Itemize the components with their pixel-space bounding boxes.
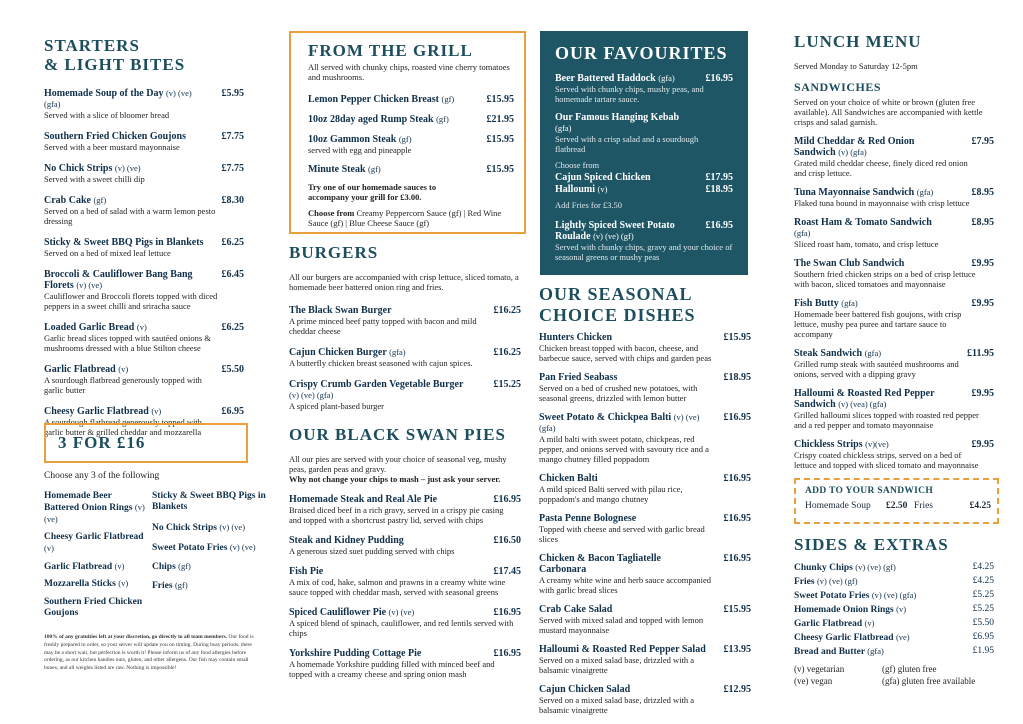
side-price: £1.95 [972,646,994,656]
footnote-bold: 100% of any gratuities left at your discretion, go directly to all team members. [44,634,228,640]
item-description: A prime minced beef patty topped with bacon and mild cheddar cheese [289,316,477,336]
menu-item [289,566,521,597]
item-description: Grilled halloumi slices topped with roasted red pepper and a red pepper and tomato mayonnaise [794,410,979,430]
grill-box [289,31,526,234]
item-name: Loaded Garlic Bread (v) [44,322,147,333]
item-description: Southern fried chicken strips on a bed of crisp lettuce with bacon, sliced tomatoes and mayonnaise [794,269,976,289]
menu-item [539,513,751,544]
menu-item [308,94,514,105]
sides-list [794,561,994,659]
item-description: Served with chunky chips, mushy peas, and homemade tartare sauce. [555,84,704,104]
item-description: Sliced roast ham, tomato, and crisp lettuce [794,239,939,249]
diet-tag: (v) [864,618,875,628]
item-description: Chicken breast topped with bacon, cheese, and barbecue sauce, served with chips and garden peas [539,343,712,363]
seasonal-section [539,284,751,724]
item-description: Crispy coated chickless strips, served on a bed of lettuce and topped with sliced tomato and mayonnaise [794,450,979,470]
grill-list [308,94,514,175]
item-description: Cauliflower and Broccoli florets topped with diced peppers in a sweet chilli and sriracha sauce [44,291,218,311]
diet-tag: (gf) [93,195,107,205]
item-description: Served with a beer mustard mayonnaise [44,142,180,152]
item-description: A mild spiced Balti served with pilau rice, poppadom's and mango chutney [539,484,683,504]
burgers-intro: All our burgers are accompanied with crisp lettuce, sliced tomato, a homemade beer battered onion ring and fries. [289,272,519,292]
three-for-option: No Chick Strips (v) (ve) [152,522,246,533]
diet-tag: (v) (ve) [388,607,415,617]
menu-item [539,684,751,715]
item-description: Garlic bread slices topped with sautéed onions & mushrooms dressed with a blue Stilton cheese [44,333,211,353]
item-name: Spiced Cauliflower Pie (v) (ve) [289,607,415,618]
diet-tag: (v) (ve) (gfa) [44,88,192,109]
side-item: Cheesy Garlic Flatbread (ve) £6.95 [794,632,994,643]
side-item: Bread and Butter (gfa) £1.95 [794,646,994,657]
diet-legend [794,663,994,689]
item-description: Served with a slice of bloomer bread [44,110,170,120]
item-price: £16.95 [705,220,733,231]
sandwiches-intro: Served on your choice of white or brown (gluten free available). All Sandwiches are accompanied with kettle crisps and salad garnish. [794,97,983,127]
item-name: 10oz Gammon Steak (gf) [308,134,412,145]
diet-tag: (v) (ve) [114,163,141,173]
add-title: ADD TO YOUR SANDWICH [805,486,934,496]
item-price: £5.50 [221,364,244,375]
menu-item [555,172,733,183]
item-description: Flaked tuna bound in mayonnaise with crisp lettuce [794,198,970,208]
lunch-section [794,32,994,479]
side-price: £5.50 [972,618,994,628]
item-price: £5.95 [221,88,244,99]
item-description: Served on a mixed salad base, drizzled with a balsamic vinaigrette [539,695,695,715]
menu-item [555,184,733,195]
item-price: £16.95 [705,73,733,84]
item-description: Braised diced beef in a rich gravy, served in a crispy pie casing and topped with a shortcrust pastry lid, served with chips [289,505,504,525]
three-for-option: Southern Fried Chicken Goujons [44,597,143,618]
three-for-option: Homemade Beer Battered Onion Rings (v) (ve) [44,491,145,524]
diet-tag: (v) (ve) [76,280,103,290]
item-price: £13.95 [723,644,751,655]
three-for-option: Sweet Potato Fries (v) (ve) [152,542,256,553]
diet-tag: (v) [896,604,907,614]
item-name: Crispy Crumb Garden Vegetable Burger (v) (ve) (gfa) [289,379,464,400]
item-description: A homemade Yorkshire pudding filled with minced beef and topped with a creamy cheese and spring onion mash [289,659,495,679]
item-price: £16.25 [493,347,521,358]
item-name: Lemon Pepper Chicken Breast (gf) [308,94,455,105]
footnote-text: Our food is freshly prepared to order, so your server will update you on timing. During busy periods, there may be a short wait, but perfection is worth it! Please inform us of any food allergies before ordering, as our kitchen handles nuts, gluten, and other allergens. Our fish may contain small bones, and all weights listed are raw. Nothing is impossible! [44,634,254,672]
item-price: £16.50 [493,535,521,546]
menu-item [289,379,521,411]
item-name: Yorkshire Pudding Cottage Pie [289,648,422,659]
legend-gf: (gf) gluten free [882,664,937,674]
lunch-list [794,136,994,470]
diet-tag: (v) (ve) (gf) [593,231,634,241]
add-soup-price: £2.50 [886,501,908,511]
menu-item [555,73,733,104]
item-price: £8.95 [971,187,994,198]
sides-title: SIDES & EXTRAS [794,535,949,554]
diet-tag: (gf) [436,114,449,124]
item-description: A spiced plant-based burger [289,401,384,411]
diet-tag: (gfa) [867,646,884,656]
pies-title: OUR BLACK SWAN PIES [289,425,506,444]
item-price: £15.95 [486,94,514,105]
favourites-roulade [555,220,733,262]
burgers-list [289,305,521,411]
add-row [796,501,997,513]
item-description: Served with a crisp salad and a sourdough flatbread [555,134,699,154]
menu-item [308,164,514,175]
diet-tag: (gf) [368,164,381,174]
diet-tag: (v) (gfa) [838,147,867,157]
item-description: Served on a bed of salad with a warm lemon pesto dressing [44,206,216,226]
item-price: £17.95 [705,172,733,183]
sides-section [794,535,994,689]
grill-title: FROM THE GRILL [308,41,473,60]
item-price: £9.95 [971,439,994,450]
item-description: A butterfly chicken breast seasoned with cajun spices. [289,358,473,368]
three-for-intro: Choose any 3 of the following [44,471,160,481]
menu-item [44,364,244,395]
side-item: Homemade Onion Rings (v) £5.25 [794,604,994,615]
item-description: A creamy white wine and herb sauce accompanied with garlic bread slices [539,575,712,595]
legend-ve: (ve) vegan [794,676,833,686]
menu-item [289,648,521,679]
item-price: £15.95 [723,332,751,343]
footnote [44,634,254,673]
menu-item [44,88,244,120]
menu-item [555,220,733,262]
item-price: £17.45 [493,566,521,577]
item-price: £8.30 [221,195,244,206]
side-price: £4.25 [972,562,994,572]
item-price: £9.95 [971,388,994,399]
item-name: Steak and Kidney Pudding [289,535,404,546]
item-name: Halloumi & Roasted Red Pepper Sandwich (v) (vea) (gfa) [794,388,935,410]
menu-item [794,348,994,379]
item-price: £9.95 [971,258,994,269]
menu-item [539,553,751,595]
item-price: £7.75 [221,131,244,142]
item-name: Sweet Potato & Chickpea Balti (v) (ve) (gfa) [539,412,700,433]
item-name: Our Famous Hanging Kebab (gfa) [555,112,680,133]
item-description: Topped with cheese and served with garlic bread slices [539,524,705,544]
diet-tag: (gfa) [794,228,811,238]
pies-list [289,494,521,679]
item-description: A generous sized suet pudding served with chips [289,546,455,556]
pies-section [289,425,521,689]
menu-item [44,131,244,152]
menu-item [44,237,244,258]
diet-tag: (v) [136,322,147,332]
add-to-sandwich-box [794,478,999,524]
item-price: £6.45 [221,269,244,280]
item-description: Served on a bed of crushed new potatoes, with seasonal greens, drizzled with lemon butter [539,383,698,403]
item-name: Homemade Soup of the Day (v) (ve) (gfa) [44,88,192,109]
item-name: Crab Cake (gf) [44,195,107,206]
seasonal-list [539,332,751,715]
side-price: £6.95 [972,632,994,642]
starters-title: STARTERS & LIGHT BITES [44,36,186,74]
item-price: £6.25 [221,237,244,248]
item-price: £7.95 [971,136,994,147]
item-description: A sourdough flatbread generously topped with garlic butter & grilled cheddar and mozzarella [44,417,202,437]
item-name: Homemade Steak and Real Ale Pie [289,494,438,505]
item-description: Served with mixed salad and topped with lemon mustard mayonnaise [539,615,704,635]
item-name: Broccoli & Cauliflower Bang Bang Florets (v) (ve) [44,269,193,291]
menu-item [794,217,994,249]
sandwiches-title: SANDWICHES [794,80,882,94]
menu-item [539,412,751,464]
diet-tag: (v) (ve) (gf) [855,562,896,572]
sauce-offer: Try one of our homemade sauces to accompany your grill for £3.00. [308,182,437,202]
item-name: Cajun Chicken Salad [539,684,631,695]
item-price: £7.75 [221,163,244,174]
item-description: Served with a sweet chilli dip [44,174,145,184]
three-for-option: Fries (gf) [152,580,188,591]
item-name: Chicken & Bacon Tagliatelle Carbonara [539,553,661,575]
item-name: Chickless Strips (v)(ve) [794,439,889,450]
menu-item [289,305,521,336]
menu-item [539,473,751,504]
item-description: Served on a bed of mixed leaf lettuce [44,248,171,258]
menu-item [794,136,994,178]
menu-item [539,604,751,635]
item-name: No Chick Strips (v) (ve) [44,163,141,174]
menu-item [794,258,994,289]
fav-choose-from: Choose from [555,160,600,170]
three-for-title: 3 FOR £16 [58,433,146,452]
menu-item [539,372,751,403]
item-price: £16.95 [493,648,521,659]
item-name: Cajun Spiced Chicken [555,172,651,183]
add-soup: Homemade Soup [805,501,871,511]
pies-intro: All our pies are served with your choice of seasonal veg, mushy peas, garden peas and gravy. Why not change your chips to mash – just ask your server. [289,454,507,484]
item-description: Grated mild cheddar cheese, finely diced red onion and crisp lettuce. [794,158,968,178]
side-item: Garlic Flatbread (v) £5.50 [794,618,994,629]
item-description: served with egg and pineapple [308,145,412,155]
item-name: Mild Cheddar & Red Onion Sandwich (v) (gfa) [794,136,915,158]
diet-tag: (v) (ve) (gfa) [539,412,700,433]
starters-column [44,36,244,448]
item-name: Crab Cake Salad [539,604,613,615]
burgers-section [289,243,521,422]
item-price: £9.95 [971,298,994,309]
item-name: Sticky & Sweet BBQ Pigs in Blankets [44,237,204,248]
item-price: £6.95 [221,406,244,417]
starters-list [44,88,244,437]
item-name: Hunters Chicken [539,332,613,343]
item-name: Minute Steak (gf) [308,164,381,175]
item-name: The Swan Club Sandwich [794,258,905,269]
diet-tag: (v) [118,364,129,374]
burgers-title: BURGERS [289,243,379,262]
item-price: £12.95 [723,684,751,695]
item-name: The Black Swan Burger [289,305,392,316]
item-name: Cajun Chicken Burger (gfa) [289,347,406,358]
item-price: £15.95 [486,164,514,175]
legend-v: (v) vegetarian [794,664,845,674]
add-fries-price: £4.25 [969,501,991,511]
side-item: Fries (v) (ve) (gf) £4.25 [794,576,994,587]
diet-tag: (gfa) [841,298,858,308]
diet-tag: (v) (ve) (gf) [816,576,858,586]
three-for-grid [44,491,264,631]
menu-item [794,388,994,430]
three-for-option: Cheesy Garlic Flatbread (v) [44,532,144,553]
item-name: Pasta Penne Bolognese [539,513,637,524]
legend-gfa: (gfa) gluten free available [882,676,976,686]
item-price: £18.95 [705,184,733,195]
side-price: £4.25 [972,576,994,586]
item-price: £18.95 [723,372,751,383]
item-name: Cheesy Garlic Flatbread (v) [44,406,162,417]
item-description: Served with chunky chips, gravy and your choice of seasonal greens or mushy peas [555,242,733,262]
item-price: £16.95 [723,473,751,484]
seasonal-title: OUR SEASONAL CHOICE DISHES [539,284,696,325]
item-name: Halloumi (v) [555,184,608,195]
side-price: £5.25 [972,590,994,600]
item-name: Steak Sandwich (gfa) [794,348,882,359]
side-price: £5.25 [972,604,994,614]
diet-tag: (v) [151,406,162,416]
item-price: £11.95 [967,348,994,359]
item-price: £8.95 [971,217,994,228]
menu-item [44,195,244,226]
diet-tag: (v)(ve) [865,439,889,449]
three-for-box [44,423,248,463]
three-for-option: Mozzarella Sticks (v) [44,578,129,589]
side-item: Chunky Chips (v) (ve) (gf) £4.25 [794,562,994,573]
lunch-title: LUNCH MENU [794,32,922,51]
menu-item [539,644,751,675]
grill-intro: All served with chunky chips, roasted vine cherry tomatoes and mushrooms. [308,62,510,82]
diet-tag: (v) [597,184,608,194]
item-name: Beer Battered Haddock (gfa) [555,73,675,84]
item-price: £15.25 [493,379,521,390]
three-for-option: Chips (gf) [152,561,191,572]
sauce-choices: Choose from Creamy Peppercorn Sauce (gf) | Red Wine Sauce (gf) | Blue Cheese Sauce (gf) [308,208,502,228]
favourites-panel [540,31,748,275]
diet-tag: (v) (ve) (gfa) [871,590,917,600]
item-price: £16.95 [723,412,751,423]
item-price: £15.95 [486,134,514,145]
diet-tag: (v) (vea) (gfa) [838,399,887,409]
menu-item [308,114,514,125]
item-description: A spiced blend of spinach, cauliflower, and red lentils served with chips [289,618,514,638]
diet-tag: (gfa) [864,348,882,358]
menu-item [289,535,521,556]
item-description: A mix of cod, hake, salmon and prawns in a creamy white wine sauce topped with cheddar mash, served with seasonal greens [289,577,506,597]
item-description: Served on a mixed salad base, drizzled with a balsamic vinaigrette [539,655,695,675]
item-description: Grilled rump steak with sautéed mushrooms and onions, served with a dipping gravy [794,359,959,379]
favourites-title: OUR FAVOURITES [555,43,728,63]
item-name: Pan Fried Seabass [539,372,618,383]
add-fries: Fries [914,501,933,511]
item-name: Southern Fried Chicken Goujons [44,131,186,142]
diet-tag: (ve) [895,632,910,642]
item-name: Halloumi & Roasted Red Pepper Salad [539,644,706,655]
item-description: Homemade beer battered fish goujons, with crisp lettuce, mushy pea puree and tartare sauce to accompany [794,309,962,339]
menu-item [555,112,733,154]
menu-item [289,347,521,368]
item-price: £16.95 [493,607,521,618]
three-for-option: Sticky & Sweet BBQ Pigs in Blankets [152,491,266,512]
item-price: £16.25 [493,305,521,316]
item-description: A sourdough flatbread generously topped with garlic butter [44,375,202,395]
diet-tag: (gf) [441,94,455,104]
diet-tag: (gf) [398,134,412,144]
item-price: £16.95 [493,494,521,505]
item-name: 10oz 28day aged Rump Steak (gf) [308,114,449,125]
item-price: £16.95 [723,513,751,524]
item-price: £16.95 [723,553,751,564]
diet-tag: (v) (ve) (gfa) [289,390,334,400]
menu-item [794,187,994,208]
favourites-choices [555,172,733,195]
item-price: £21.95 [486,114,514,125]
side-item: Sweet Potato Fries (v) (ve) (gfa) £5.25 [794,590,994,601]
item-price: £6.25 [221,322,244,333]
diet-tag: (gfa) [555,123,572,133]
menu-item [44,322,244,353]
item-name: Chicken Balti [539,473,598,484]
menu-item [289,494,521,525]
lunch-subtitle: Served Monday to Saturday 12-5pm [794,61,918,71]
three-for-option: Garlic Flatbread (v) [44,561,125,572]
menu-item [44,163,244,184]
item-description: A mild balti with sweet potato, chickpeas, red pepper, and onions served with savoury rice and a mango chutney filled poppadom [539,434,709,464]
fav-add-fries: Add Fries for £3.50 [555,200,623,210]
item-name: Fish Pie [289,566,324,577]
menu-item [539,332,751,363]
item-price: £15.95 [723,604,751,615]
diet-tag: (gfa) [916,187,934,197]
item-name: Garlic Flatbread (v) [44,364,129,375]
menu-item [794,439,994,470]
item-name: Fish Butty (gfa) [794,298,858,309]
menu-item [308,134,514,155]
menu-item [289,607,521,638]
item-name: Roast Ham & Tomato Sandwich (gfa) [794,217,932,238]
item-name: Lightly Spiced Sweet Potato Roulade (v) (ve) (gf) [555,220,675,242]
menu-item [44,269,244,311]
diet-tag: (gfa) [389,347,406,357]
item-name: Tuna Mayonnaise Sandwich (gfa) [794,187,934,198]
favourites-list [555,73,733,154]
diet-tag: (gfa) [658,73,675,83]
menu-item [794,298,994,339]
